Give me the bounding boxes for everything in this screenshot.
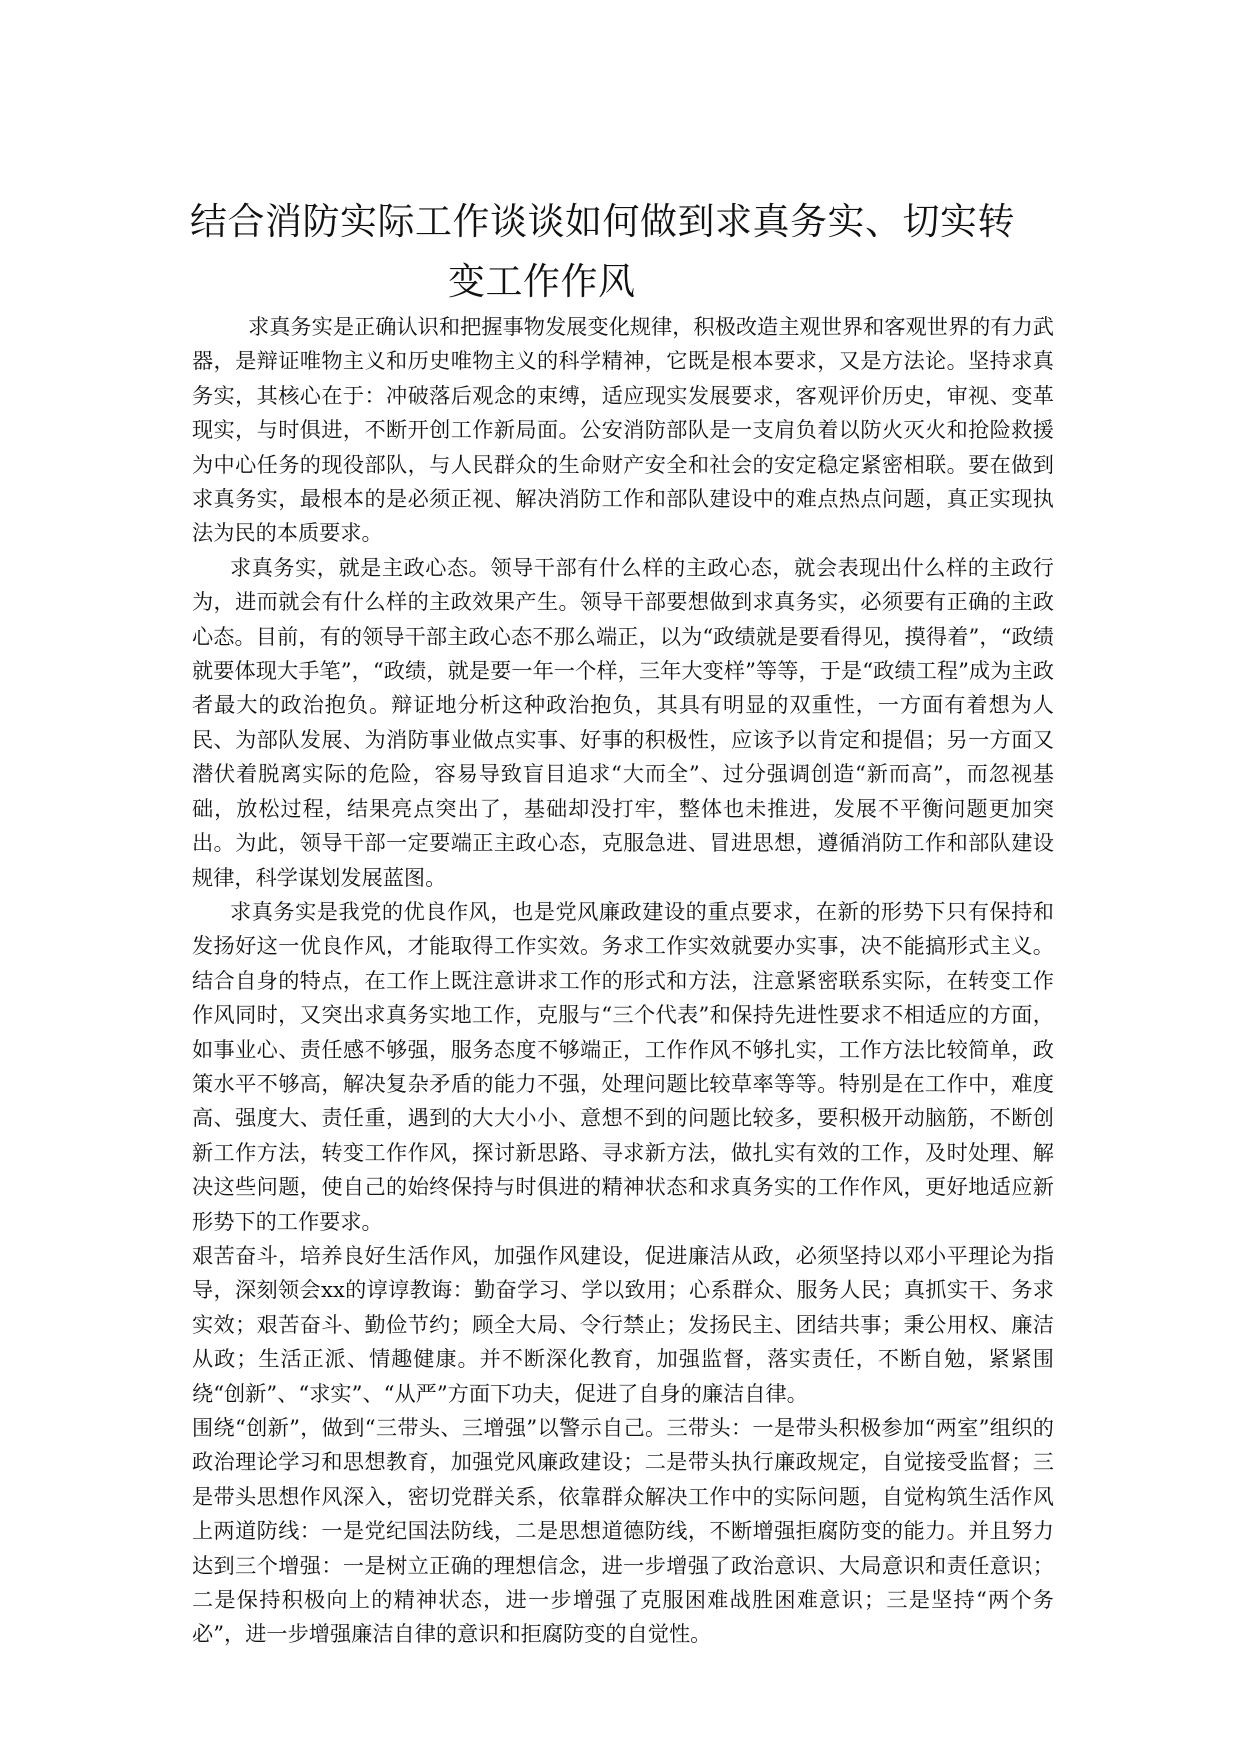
paragraph-5: 围绕“创新”，做到“三带头、三增强”以警示自己。三带头：一是带头积极参加“两室”组织的政治理论学习和思想教育，加强党风廉政建设；二是带头执行廉政规定，自觉接受监督；三是带头思想作风深入，密切党群关系，依靠群众解决工作中的实际问题，自觉构筑生活作风上两道防线：一是党纪国法防线，二是思想道德防线，不断增强拒腐防变的能力。并且努力达到三个增强：一是树立正确的理想信念，进一步增强了政治意识、大局意识和责任意识；二是保持积极向上的精神状态，进一步增强了克服困难战胜困难意识；三是坚持“两个务必”，进一步增强廉洁自律的意识和拒腐防变的自觉性。 <box>192 1415 1054 1647</box>
document-body <box>192 310 1054 1652</box>
paragraph-1: 求真务实是正确认识和把握事物发展变化规律，积极改造主观世界和客观世界的有力武器，是辩证唯物主义和历史唯物主义的科学精神，它既是根本要求，又是方法论。坚持求真务实，其核心在于：冲破落后观念的束缚，适应现实发展要求，客观评价历史，审视、变革现实，与时俱进，不断开创工作新局面。公安消防部队是一支肩负着以防火灭火和抢险救援为中心任务的现役部队，与人民群众的生命财产安全和社会的安定稳定紧密相联。要在做到求真务实，最根本的是必须正视、解决消防工作和部队建设中的难点热点问题，真正实现执法为民的本质要求。 <box>192 314 1054 546</box>
paragraph-2: 求真务实，就是主政心态。领导干部有什么样的主政心态，就会表现出什么样的主政行为，进而就会有什么样的主政效果产生。领导干部要想做到求真务实，必须要有正确的主政心态。目前，有的领导干部主政心态不那么端正，以为“政绩就是要看得见，摸得着”，“政绩就要体现大手笔”，“政绩，就是要一年一个样，三年大变样”等等，于是“政绩工程”成为主政者最大的政治抱负。辩证地分析这种政治抱负，其具有明显的双重性，一方面有着想为人民、为部队发展、为消防事业做点实事、好事的积极性，应该予以肯定和提倡；另一方面又潜伏着脱离实际的危险，容易导致盲目追求“大而全”、过分强调创造“新而高”，而忽视基础，放松过程，结果亮点突出了，基础却没打牢，整体也未推进，发展不平衡问题更加突出。为此，领导干部一定要端正主政心态，克服急进、冒进思想，遵循消防工作和部队建设规律，科学谋划发展蓝图。 <box>192 554 1054 890</box>
paragraph-3: 求真务实是我党的优良作风，也是党风廉政建设的重点要求，在新的形势下只有保持和发扬好这一优良作风，才能取得工作实效。务求工作实效就要办实事，决不能搞形式主义。结合自身的特点，在工作上既注意讲求工作的形式和方法，注意紧密联系实际，在转变工作作风同时，又突出求真务实地工作，克服与“三个代表”和保持先进性要求不相适应的方面，如事业心、责任感不够强，服务态度不够端正，工作作风不够扎实，工作方法比较简单，政策水平不够高，解决复杂矛盾的能力不强，处理问题比较草率等等。特别是在工作中，难度高、强度大、责任重，遇到的大大小小、意想不到的问题比较多，要积极开动脑筋，不断创新工作方法，转变工作作风，探讨新思路、寻求新方法，做扎实有效的工作，及时处理、解决这些问题，使自己的始终保持与时俱进的精神状态和求真务实的工作作风，更好地适应新形势下的工作要求。 <box>192 898 1054 1234</box>
title-line-2: 变工作作风 <box>448 260 636 303</box>
paragraph-4: 艰苦奋斗，培养良好生活作风，加强作风建设，促进廉洁从政，必须坚持以邓小平理论为指导，深刻领会xx的谆谆教诲：勤奋学习、学以致用；心系群众、服务人民；真抓实干、务求实效；艰苦奋斗、勤俭节约；顾全大局、令行禁止；发扬民主、团结共事；秉公用权、廉洁从政；生活正派、情趣健康。并不断深化教育，加强监督，落实责任，不断自勉，紧紧围绕“创新”、“求实”、“从严”方面下功夫，促进了自身的廉洁自律。 <box>192 1242 1054 1406</box>
title-line-1: 结合消防实际工作谈谈如何做到求真务实、切实转 <box>190 200 1015 243</box>
document-title <box>190 192 1070 312</box>
